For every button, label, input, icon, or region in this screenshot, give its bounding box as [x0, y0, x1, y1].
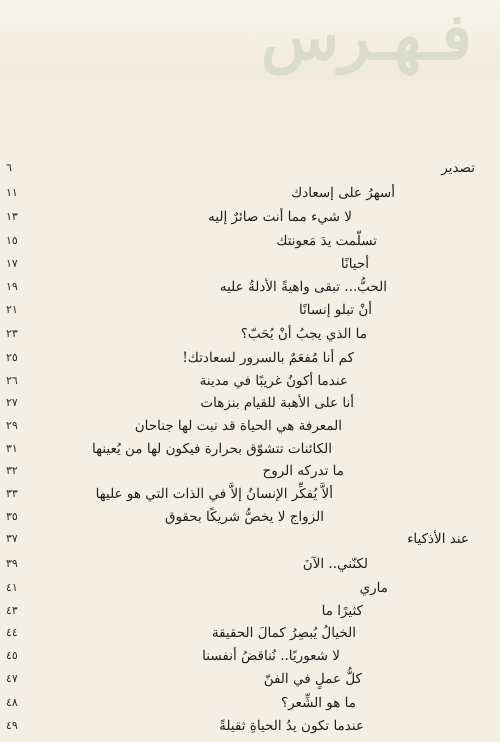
toc-entry	[0, 182, 500, 204]
toc-entry-title: كم أنا مُفعَمٌ بالسرور لسعادتك!	[182, 350, 354, 366]
toc-entry	[0, 230, 500, 252]
toc-entry-title: ما تدركه الروح	[262, 463, 344, 479]
toc-entry	[0, 506, 500, 528]
toc-entry	[0, 370, 500, 392]
toc-entry-title: عندما أكونُ غريبًا في مدينة	[199, 373, 348, 389]
page-title: فـهـرس	[260, 0, 472, 75]
toc-page-number: ٣٢	[6, 464, 18, 477]
toc-page-number: ٤٨	[6, 696, 18, 709]
toc-entry-title: كلُّ عملٍ في الفنّ	[263, 671, 362, 687]
toc-entry-title: الزواج لا يخصُّ شريكًا بحقوق	[164, 509, 324, 525]
toc-page-number: ٢٥	[6, 351, 18, 364]
toc-entry	[0, 600, 500, 622]
toc-page-number: ٣٧	[6, 532, 18, 545]
toc-entry	[0, 206, 500, 228]
toc-entry-title: عندما تكون يدُ الحياةِ ثقيلةً	[219, 718, 364, 734]
toc-page-number: ٤٤	[6, 626, 18, 639]
toc-page-number: ٤٧	[6, 672, 18, 685]
toc-entry-title: تصدير	[441, 160, 475, 176]
toc-page-number: ٢٧	[6, 396, 18, 409]
toc-page-number: ١٧	[6, 257, 18, 270]
toc-page-number: ٢١	[6, 303, 18, 316]
toc-entry	[0, 715, 500, 737]
toc-entry	[0, 276, 500, 298]
toc-page-number: ٢٦	[6, 374, 18, 387]
toc-page-number: ٤٥	[6, 649, 18, 662]
toc-page-number: ٢٣	[6, 327, 18, 340]
toc-entry	[0, 668, 500, 690]
toc-entry	[0, 622, 500, 644]
toc-entry-title: عند الأذكياء	[407, 531, 469, 547]
toc-page-number: ٢٩	[6, 419, 18, 432]
toc-entry	[0, 645, 500, 667]
toc-entry	[0, 323, 500, 345]
toc-entry-title: تسلّمت يدَ مَعونتك	[276, 233, 377, 249]
toc-entry	[0, 577, 500, 599]
toc-entry-title: لا شعوريًا.. نُناقضُ أنفسنا	[202, 648, 340, 664]
toc-entry	[0, 347, 500, 369]
toc-entry-title: لكنّني.. الآنَ	[302, 556, 368, 572]
toc-page-number: ٣١	[6, 442, 18, 455]
toc-entry	[0, 460, 500, 482]
toc-page-number: ١٣	[6, 210, 18, 223]
toc-entry-title: لا شيء مما أنت صائرٌ إليه	[208, 209, 352, 225]
toc-entry	[0, 253, 500, 275]
toc-entry-title: ماري	[359, 580, 388, 596]
toc-page-number: ٣٩	[6, 557, 18, 570]
toc-entry-title: أحيانًا	[340, 256, 369, 272]
toc-page-number: ٤٩	[6, 719, 18, 732]
toc-entry-title: ما الذي يجبُ أنْ يُحَبّ؟	[240, 326, 367, 342]
toc-entry-title: المعرفة هي الحياة قد نبت لها جناحان	[134, 418, 342, 434]
toc-page-number: ١٩	[6, 280, 18, 293]
toc-entry-title: كثيرًا ما	[321, 603, 363, 619]
toc-entry-title: ما هو الشِّعر؟	[280, 695, 356, 711]
toc-entry-title: ألاَّ يُفكِّر الإنسانُ إلاَّ في الذات التي هو عليها	[95, 486, 333, 502]
toc-entry-title: أنْ تبلو إنسانًا	[298, 302, 372, 318]
toc-page-number: ٣٥	[6, 510, 18, 523]
toc-entry-title: الحبُّ... تبقى واهيةً الأدلةُ عليه	[219, 279, 387, 295]
toc-entry	[0, 157, 500, 179]
toc-page-number: ٤١	[6, 581, 18, 594]
toc-entry-title: الخيالُ يُبصِرُ كمالَ الحقيقة	[211, 625, 356, 641]
toc-entry	[0, 553, 500, 575]
toc-page-number: ١٥	[6, 234, 18, 247]
toc-entry	[0, 692, 500, 714]
toc-page-number: ٣٣	[6, 487, 18, 500]
toc-entry-title: الكائنات تتشوّق بحرارة فيكون لها من يُعينها	[91, 441, 332, 457]
toc-entry-title: أسهرُ على إسعادك	[291, 185, 395, 201]
toc-entry	[0, 528, 500, 550]
toc-entry	[0, 438, 500, 460]
toc-entry	[0, 392, 500, 414]
toc-page-number: ١١	[6, 186, 18, 199]
toc-entry	[0, 415, 500, 437]
toc-page-number: ٤٣	[6, 604, 18, 617]
toc-entry-title: أنا على الأهبة للقيام بنزهات	[200, 395, 354, 411]
toc-entry	[0, 483, 500, 505]
toc-page-number: ٦	[6, 161, 12, 174]
toc-entry	[0, 299, 500, 321]
